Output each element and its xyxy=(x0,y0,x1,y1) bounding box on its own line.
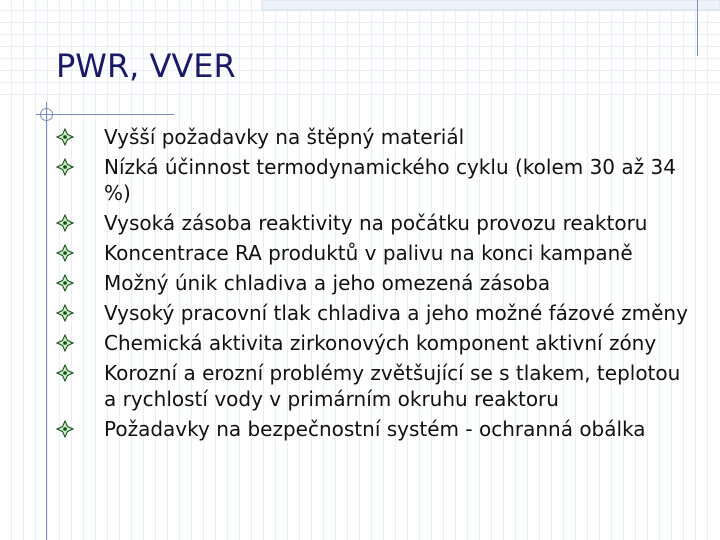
bullet-item xyxy=(56,330,696,356)
slide-title: PWR, VVER xyxy=(56,47,236,85)
diamond-bullet-icon xyxy=(56,330,104,356)
bullet-text: Vysoký pracovní tlak chladiva a jeho možné fázové změny xyxy=(104,301,688,325)
bullet-item xyxy=(56,270,696,296)
diamond-bullet-icon xyxy=(56,360,104,386)
bullet-text: Koncentrace RA produktů v palivu na konci kampaně xyxy=(104,241,633,265)
diamond-bullet-icon xyxy=(56,270,104,296)
bullet-item xyxy=(56,300,696,326)
diamond-bullet-icon xyxy=(56,124,104,150)
bullet-text: Nízká účinnost termodynamického cyklu (kolem 30 až 34 %) xyxy=(104,155,676,205)
bullet-item xyxy=(56,210,696,236)
diamond-bullet-icon xyxy=(56,416,104,442)
diamond-bullet-icon xyxy=(56,210,104,236)
bullet-text: Vysoká zásoba reaktivity na počátku provozu reaktoru xyxy=(104,211,648,235)
bullet-item xyxy=(56,240,696,266)
bullet-item xyxy=(56,360,696,412)
bullet-text: Vyšší požadavky na štěpný materiál xyxy=(104,125,465,149)
bullet-list xyxy=(56,124,696,446)
bullet-item xyxy=(56,124,696,150)
bullet-item xyxy=(56,154,696,206)
bullet-text: Požadavky na bezpečnostní systém - ochranná obálka xyxy=(104,417,646,441)
bullet-text: Chemická aktivita zirkonových komponent aktivní zóny xyxy=(104,331,657,355)
diamond-bullet-icon xyxy=(56,240,104,266)
diamond-bullet-icon xyxy=(56,300,104,326)
bullet-text: Možný únik chladiva a jeho omezená zásoba xyxy=(104,271,551,295)
diamond-bullet-icon xyxy=(56,154,104,180)
bullet-text: Korozní a erozní problémy zvětšující se s tlakem, teplotou a rychlostí vody v primárním okruhu reaktoru xyxy=(104,361,681,411)
bullet-item xyxy=(56,416,696,442)
